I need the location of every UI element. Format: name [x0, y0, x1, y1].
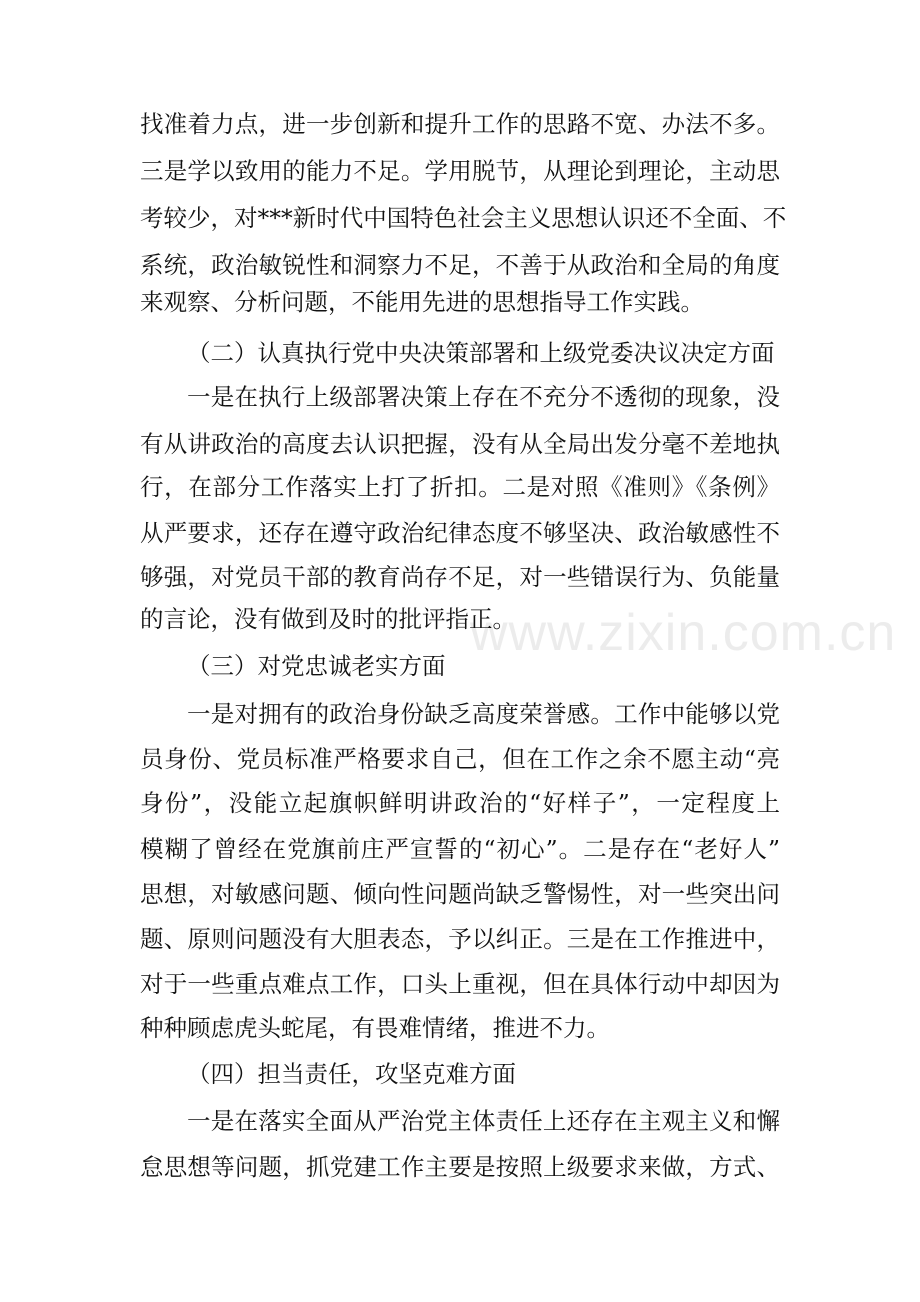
paragraph-line: 行，在部分工作落实上打了折扣。二是对照《准则》《条例》 [140, 473, 780, 501]
paragraph-line: 思想，对敏感问题、倾向性问题尚缺乏警惕性，对一些突出问 [140, 880, 780, 908]
paragraph-line: 模糊了曾经在党旗前庄严宣誓的“初心”。二是存在“老好人” [140, 835, 780, 863]
paragraph-line: 找准着力点，进一步创新和提升工作的思路不宽、办法不多。 [140, 110, 780, 138]
paragraph-line: 系统，政治敏锐性和洞察力不足，不善于从政治和全局的角度 [140, 251, 780, 279]
paragraph-line: 有从讲政治的高度去认识把握，没有从全局出发分毫不差地执 [140, 430, 780, 458]
section-heading-4: （四）担当责任，攻坚克难方面 [187, 1060, 516, 1088]
paragraph-line: 怠思想等问题，抓党建工作主要是按照上级要求来做，方式、 [140, 1153, 780, 1181]
paragraph-line: 对于一些重点难点工作，口头上重视，但在具体行动中却因为 [140, 970, 780, 998]
paragraph-line: 员身份、党员标准严格要求自己，但在工作之余不愿主动“亮 [140, 745, 780, 773]
paragraph-line: 种种顾虑虎头蛇尾，有畏难情绪，推进不力。 [140, 1014, 610, 1042]
section-heading-3: （三）对党忠诚老实方面 [187, 652, 446, 680]
paragraph-line: 身份”，没能立起旗帜鲜明讲政治的“好样子”，一定程度上 [140, 789, 780, 817]
paragraph-line: 一是在落实全面从严治党主体责任上还存在主观主义和懈 [187, 1107, 780, 1135]
paragraph-line: 题、原则问题没有大胆表态，予以纠正。三是在工作推进中， [140, 925, 780, 953]
paragraph-line: 考较少，对***新时代中国特色社会主义思想认识还不全面、不 [140, 204, 787, 232]
paragraph-line: 来观察、分析问题，不能用先进的思想指导工作实践。 [140, 288, 704, 316]
paragraph-line: 的言论，没有做到及时的批评指正。 [140, 605, 516, 633]
paragraph-line: 一是在执行上级部署决策上存在不充分不透彻的现象，没 [187, 383, 780, 411]
paragraph-line: 一是对拥有的政治身份缺乏高度荣誉感。工作中能够以党 [187, 700, 780, 728]
paragraph-line: 从严要求，还存在遵守政治纪律态度不够坚决、政治敏感性不 [140, 519, 780, 547]
paragraph-line: 三是学以致用的能力不足。学用脱节，从理论到理论，主动思 [140, 157, 780, 185]
watermark: www.zixin.com.cn [470, 604, 897, 662]
section-heading-2: （二）认真执行党中央决策部署和上级党委决议决定方面 [187, 339, 775, 367]
paragraph-line: 够强，对党员干部的教育尚存不足，对一些错误行为、负能量 [140, 563, 780, 591]
